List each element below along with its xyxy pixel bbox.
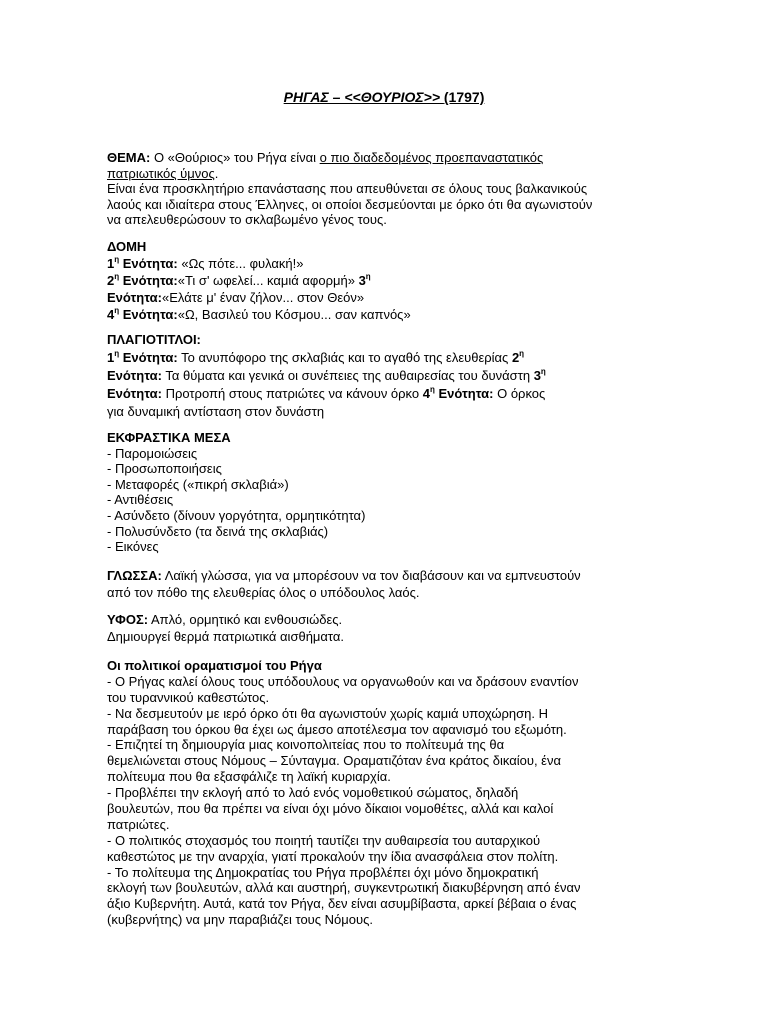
thema-line-5: να απελευθερώσουν το σκλαβωμένο γένος τους. bbox=[107, 212, 387, 227]
plagiotitlos-2: Ενότητα: Τα θύματα και γενικά οι συνέπειες της αυθαιρεσίας του δυνάστη $3^\eta$ bbox=[107, 367, 546, 383]
politikoi-line: - Να δεσμευτούν με ιερό όρκο ότι θα αγωνιστούν χωρίς καμιά υποχώρηση. Η bbox=[107, 705, 548, 721]
politikoi-line: βουλευτών, που θα πρέπει να είναι όχι μόνο δίκαιοι νομοθέτες, αλλά και καλοί bbox=[107, 801, 554, 817]
list-item: - Μεταφορές («πικρή σκλαβιά») bbox=[107, 476, 289, 492]
politikoi-line: - Ο πολιτικός στοχασμός του ποιητή ταυτίζει την αυθαιρεσία του αυταρχικού bbox=[107, 832, 541, 848]
domi-heading: ΔΟΜΗ bbox=[107, 239, 147, 254]
thema-section bbox=[107, 150, 667, 228]
domi-unit-1: $1^\eta$ Ενότητα: «Ως πότε... φυλακή!» bbox=[107, 255, 304, 271]
glossa-line-1: Λαϊκή γλώσσα, για να μπορέσουν να τον διαβάσουν και να εμπνευστούν bbox=[161, 568, 581, 583]
politikoi-line: - Ο Ρήγας καλεί όλους τους υπόδουλους να οργανωθούν και να δράσουν εναντίον bbox=[107, 673, 579, 689]
plagiotitloi-heading: ΠΛΑΓΙΟΤΙΤΛΟΙ: bbox=[107, 332, 201, 347]
title-main: ΡΗΓΑΣ – <<ΘΟΥΡΙΟΣ>> bbox=[283, 89, 440, 105]
domi-unit-3: Ενότητα:«Ελάτε μ' έναν ζήλον... στον Θεόν» bbox=[107, 290, 365, 305]
domi-section bbox=[107, 239, 667, 324]
thema-period: . bbox=[214, 165, 219, 181]
politikoi-line: - Επιζητεί τη δημιουργία μιας κοινοπολιτείας που το πολίτευμά της θα bbox=[107, 737, 505, 753]
page-title bbox=[0, 88, 768, 106]
thema-underlined-1: ο πιο διαδεδομένος προεπαναστατικός bbox=[319, 150, 544, 165]
list-item: - Αντιθέσεις bbox=[107, 492, 174, 508]
domi-unit-2: $2^\eta$ Ενότητα:«Τι σ' ωφελεί... καμιά αφορμή» $3^\eta$ bbox=[107, 272, 371, 288]
glossa-section bbox=[107, 568, 667, 602]
yfos-line-1: Απλό, ορμητικό και ενθουσιώδες. bbox=[148, 612, 343, 627]
domi-unit-4: $4^\eta$ Ενότητα:«Ω, Βασιλεύ του Κόσμου... σαν καπνός» bbox=[107, 306, 411, 322]
plagiotitlos-4: για δυναμική αντίσταση στον δυνάστη bbox=[107, 404, 325, 419]
list-item: - Ασύνδετο (δίνουν γοργότητα, ορμητικότητα) bbox=[107, 507, 366, 523]
thema-intro: Ο «Θούριος» του Ρήγα είναι bbox=[150, 150, 320, 165]
politikoi-line: - Προβλέπει την εκλογή από το λαό ενός νομοθετικού σώματος, δηλαδή bbox=[107, 785, 519, 801]
politikoi-line: του τυραννικού καθεστώτος. bbox=[107, 689, 270, 705]
list-item: - Προσωποποιήσεις bbox=[107, 461, 222, 477]
politikoi-line: πατριώτες. bbox=[107, 816, 170, 832]
list-item: - Εικόνες bbox=[107, 539, 159, 555]
politikoi-line: παράβαση του όρκου θα έχει ως άμεσο αποτέλεσμα τον αφανισμό του εξωμότη. bbox=[107, 721, 567, 737]
list-item: - Παρομοιώσεις bbox=[107, 445, 198, 461]
yfos-section bbox=[107, 612, 667, 646]
yfos-label: ΥΦΟΣ: bbox=[107, 612, 149, 627]
glossa-line-2: από τον πόθο της ελευθερίας όλος ο υπόδουλος λαός. bbox=[107, 585, 420, 600]
plagiotitlos-1: $1^\eta$ Ενότητα: Το ανυπόφορο της σκλαβιάς και το αγαθό της ελευθερίας $2^\eta$ bbox=[107, 349, 525, 365]
list-item: - Πολυσύνδετο (τα δεινά της σκλαβιάς) bbox=[107, 523, 329, 539]
politikoi-line: άξιο Κυβερνήτη. Αυτά, κατά τον Ρήγα, δεν είναι ασυμβίβαστα, αρκεί βέβαια ο ένας bbox=[107, 896, 577, 912]
thema-underlined-2: πατριωτικός ύμνος bbox=[107, 165, 215, 181]
politikoi-line: καθεστώτος με την αναρχία, γιατί προκαλούν την ίδια ανασφάλεια στον πολίτη. bbox=[107, 848, 559, 864]
thema-line-3: Είναι ένα προσκλητήριο επανάστασης που απευθύνεται σε όλους τους βαλκανικούς bbox=[107, 181, 588, 196]
ekfrastika-heading: ΕΚΦΡΑΣΤΙΚΑ ΜΕΣΑ bbox=[107, 430, 231, 445]
thema-line-4: λαούς και ιδιαίτερα στους Έλληνες, οι οποίοι δεσμεύονται με όρκο ότι θα αγωνιστούν bbox=[107, 196, 593, 212]
politikoi-line: εκλογή των βουλευτών, αλλά και αυστηρή, συγκεντρωτική διακυβέρνηση από έναν bbox=[107, 880, 581, 896]
glossa-label: ΓΛΩΣΣΑ: bbox=[107, 568, 162, 583]
politikoi-line: θεμελιώνεται στους Νόμους – Σύνταγμα. Οραματιζόταν ένα κράτος δικαίου, ένα bbox=[107, 753, 561, 769]
thema-label: ΘΕΜΑ: bbox=[107, 150, 151, 165]
title-year: (1797) bbox=[443, 89, 485, 105]
politikoi-line: - Το πολίτευμα της Δημοκρατίας του Ρήγα προβλέπει όχι μόνο δημοκρατική bbox=[107, 864, 539, 880]
politikoi-line: πολίτευμα που θα εξασφάλιζε τη λαϊκή κυριαρχία. bbox=[107, 769, 391, 785]
yfos-line-2: Δημιουργεί θερμά πατριωτικά αισθήματα. bbox=[107, 629, 345, 644]
plagiotitloi-section bbox=[107, 332, 667, 422]
plagiotitlos-3: Ενότητα: Προτροπή στους πατριώτες να κάνουν όρκο $4^\eta$ Ενότητα: Ο όρκος bbox=[107, 385, 546, 401]
politikoi-line: (κυβερνήτης) να μην παραβιάζει τους Νόμους. bbox=[107, 912, 373, 928]
politikoi-heading: Οι πολιτικοί οραματισμοί του Ρήγα bbox=[107, 658, 322, 673]
politikoi-section bbox=[107, 658, 667, 928]
ekfrastika-section bbox=[107, 430, 667, 555]
